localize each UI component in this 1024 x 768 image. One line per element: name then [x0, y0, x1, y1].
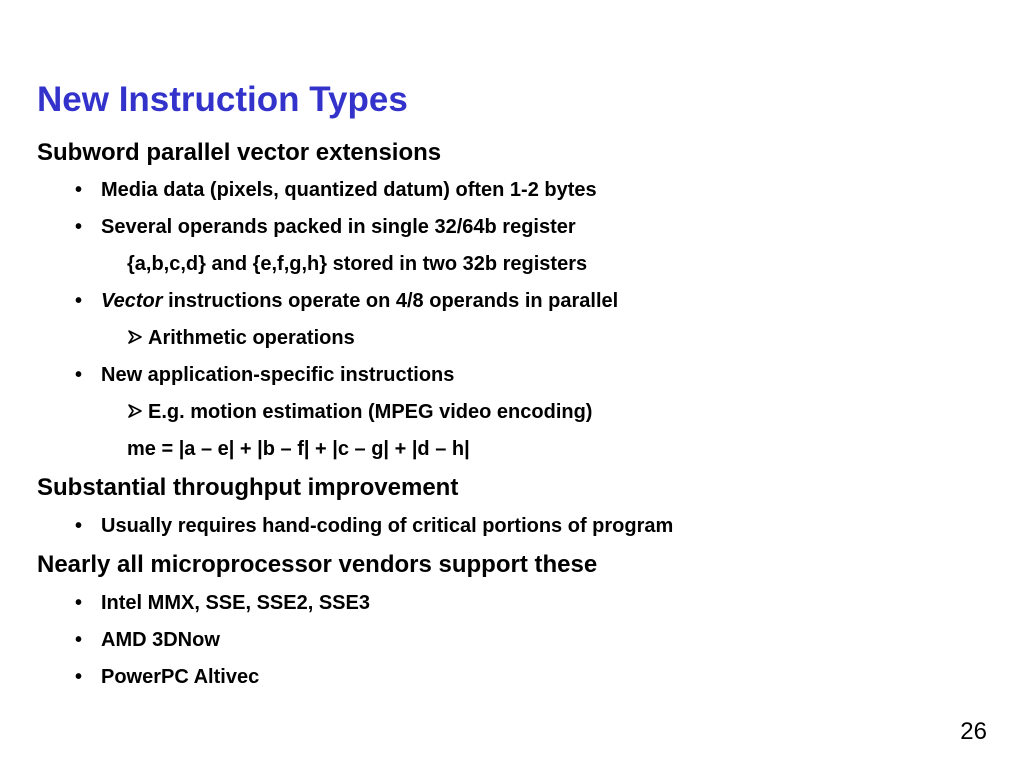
bullet-text: New application-specific instructions	[101, 364, 455, 386]
sub-bullet-text: Arithmetic operations	[148, 327, 355, 349]
line-register-example: {a,b,c,d} and {e,f,g,h} stored in two 32b registers	[127, 253, 588, 275]
bullet-icon: •	[75, 364, 83, 386]
bullet-text: instructions operate on 4/8 operands in parallel	[168, 290, 619, 312]
arrow-bullet-icon	[127, 329, 143, 345]
sub-bullet-arithmetic	[127, 326, 355, 350]
bullet-hand-coding	[75, 514, 674, 538]
bullet-icon: •	[75, 216, 83, 238]
heading-subword-extensions: Subword parallel vector extensions	[37, 139, 442, 166]
bullet-several-operands	[75, 215, 576, 239]
bullet-text: Intel MMX, SSE, SSE2, SSE3	[101, 592, 370, 614]
bullet-text: AMD 3DNow	[101, 629, 220, 651]
bullet-text: Several operands packed in single 32/64b register	[101, 216, 576, 238]
bullet-amd	[75, 628, 220, 652]
bullet-icon: •	[75, 592, 83, 614]
page-number: 26	[960, 718, 987, 745]
heading-throughput: Substantial throughput improvement	[37, 474, 459, 501]
vector-word: Vector	[101, 290, 163, 312]
slide-title: New Instruction Types	[37, 80, 408, 119]
bullet-new-application	[75, 363, 455, 387]
bullet-text: Usually requires hand-coding of critical portions of program	[101, 515, 674, 537]
bullet-icon: •	[75, 666, 83, 688]
arrow-bullet-icon	[127, 403, 143, 419]
heading-vendors: Nearly all microprocessor vendors support these	[37, 551, 598, 578]
bullet-icon: •	[75, 179, 83, 201]
bullet-media-data	[75, 178, 597, 202]
bullet-icon: •	[75, 290, 83, 312]
sub-bullet-motion-estimation	[127, 400, 592, 424]
bullet-icon: •	[75, 629, 83, 651]
bullet-vector-instructions	[75, 289, 619, 313]
bullet-intel	[75, 591, 370, 615]
bullet-text: Media data (pixels, quantized datum) often 1-2 bytes	[101, 179, 597, 201]
line-me-formula: me = |a – e| + |b – f| + |c – g| + |d – h|	[127, 438, 470, 460]
bullet-icon: •	[75, 515, 83, 537]
bullet-powerpc	[75, 665, 260, 689]
bullet-text: PowerPC Altivec	[101, 666, 260, 688]
sub-bullet-text: E.g. motion estimation (MPEG video encoding)	[148, 401, 593, 423]
